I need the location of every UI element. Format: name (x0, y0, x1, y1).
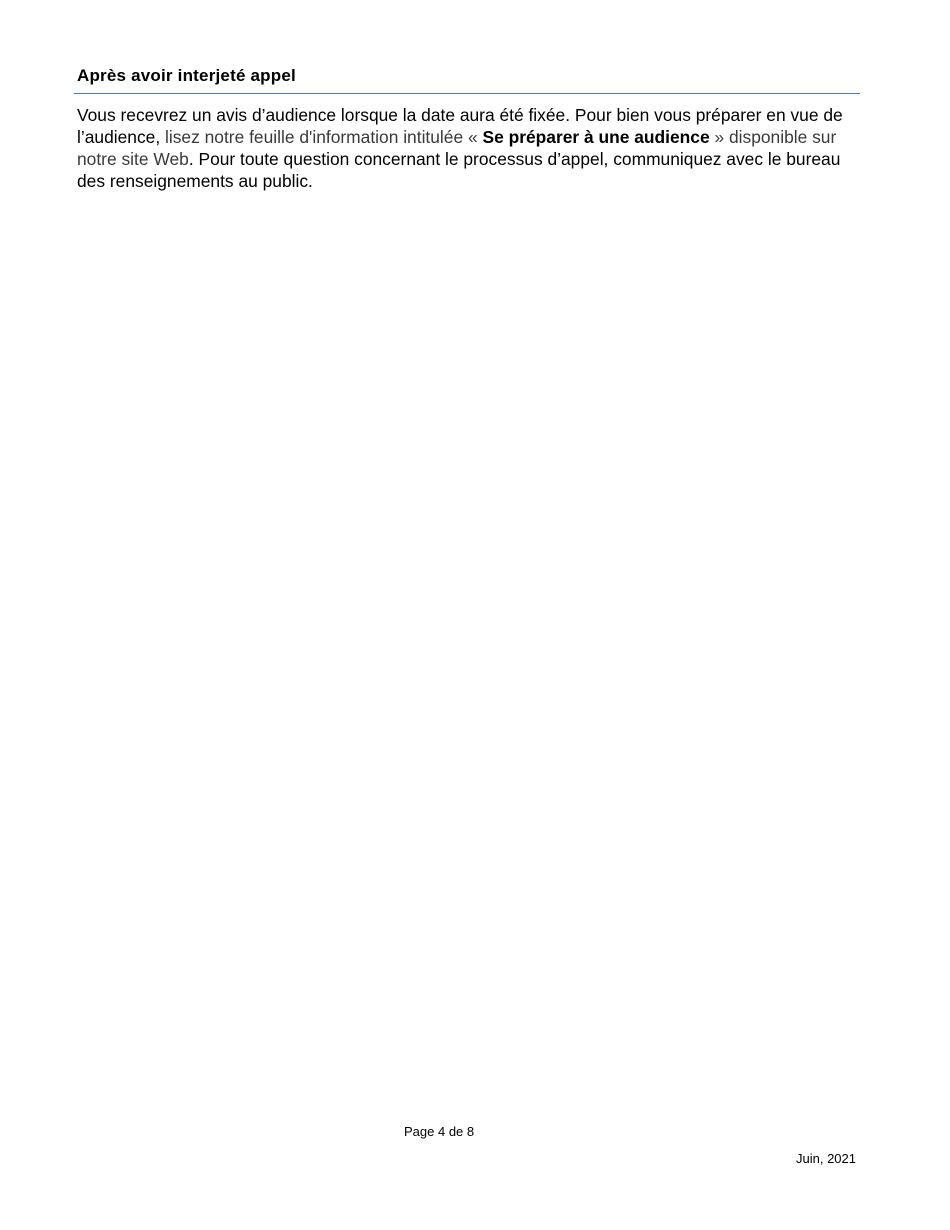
heading-divider (74, 93, 860, 94)
info-sheet-reference-text: lisez notre feuille d'information intitulée « (164, 127, 483, 147)
body-paragraph (77, 104, 857, 192)
website-reference-text: » disponible sur notre site Web (77, 127, 837, 169)
section-heading: Après avoir interjeté appel (77, 66, 296, 85)
paragraph-closing-text: . Pour toute question concernant le processus d’appel, communiquez avec le bureau des renseignements au public. (77, 149, 841, 191)
info-sheet-title: Se préparer à une audience (482, 127, 710, 147)
paragraph-intro-text: Vous recevrez un avis d’audience lorsque la date aura été fixée. Pour bien vous préparer en vue de l’audience, (77, 105, 843, 147)
document-date: Juin, 2021 (796, 1151, 856, 1166)
page-number: Page 4 de 8 (404, 1124, 475, 1139)
